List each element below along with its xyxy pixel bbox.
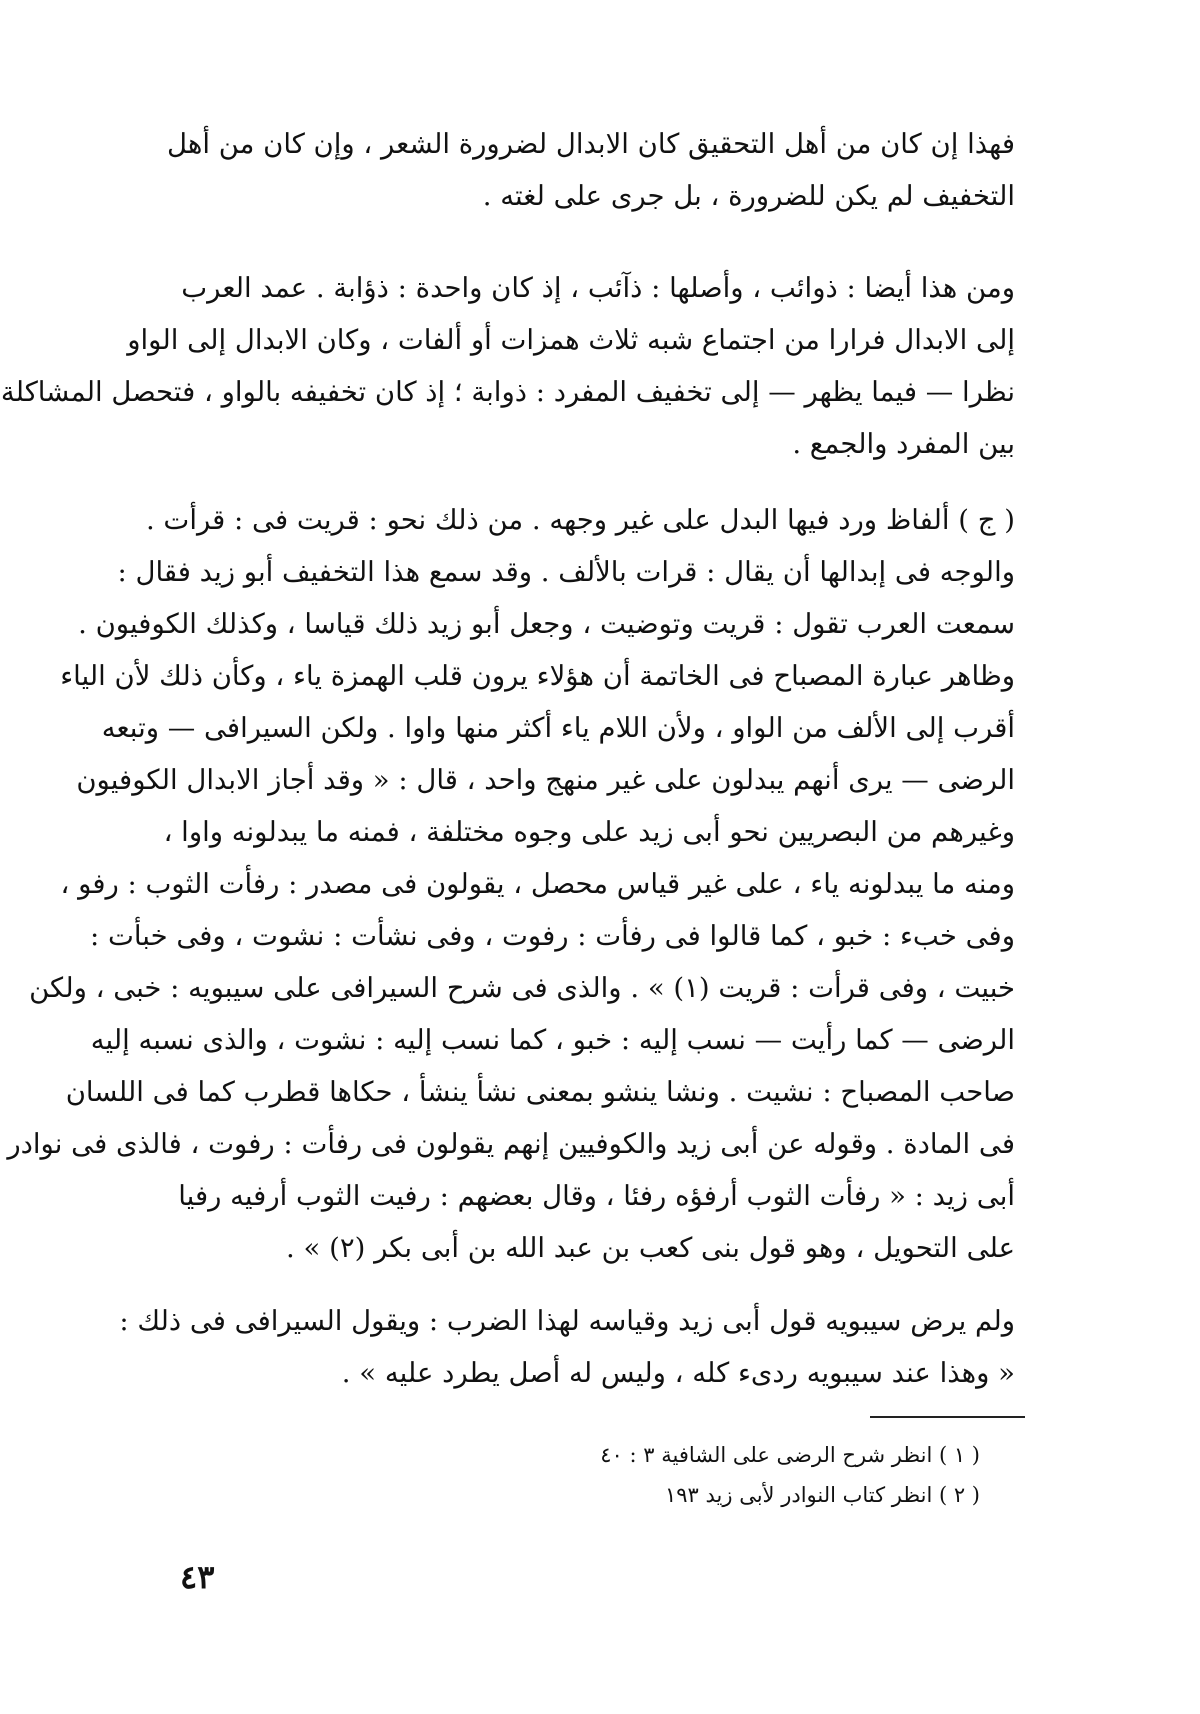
text-line: الرضى — يرى أنهم يبدلون على غير منهج واحد ، قال : « وقد أجاز الابدال الكوفيون [76, 764, 1015, 796]
text-line: ( ج ) ألفاظ ورد فيها البدل على غير وجهه . من ذلك نحو : قريت فى : قرأت . [145, 504, 1015, 536]
page-number: ٤٣ [180, 1558, 215, 1596]
text-line: بين المفرد والجمع . [792, 428, 1015, 460]
paragraph-1 [167, 118, 1015, 222]
text-line: وفى خبء : خبو ، كما قالوا فى رفأت : رفوت ، وفى نشأت : نشوت ، وفى خبأت : [90, 920, 1015, 952]
text-line: والوجه فى إبدالها أن يقال : قرات بالألف . وقد سمع هذا التخفيف أبو زيد فقال : [117, 556, 1015, 588]
text-line: أبى زيد : « رفأت الثوب أرفؤه رفئا ، وقال بعضهم : رفيت الثوب أرفيه رفيا [178, 1180, 1015, 1212]
paragraph-3 [7, 494, 1015, 1274]
text-line: فى المادة . وقوله عن أبى زيد والكوفيين إنهم يقولون فى رفأت : رفوت ، فالذى فى نوادر [7, 1128, 1015, 1160]
text-line: التخفيف لم يكن للضرورة ، بل جرى على لغته . [482, 180, 1015, 212]
footnote-1: ( ١ ) انظر شرح الرضى على الشافية ٣ : ٤٠ [600, 1443, 980, 1467]
text-line: ومن هذا أيضا : ذوائب ، وأصلها : ذآئب ، إذ كان واحدة : ذؤابة . عمد العرب [181, 272, 1015, 304]
footnotes [560, 1435, 980, 1515]
text-line: وغيرهم من البصريين نحو أبى زيد على وجوه مختلفة ، فمنه ما يبدلونه واوا ، [163, 816, 1015, 848]
footnote-divider [870, 1416, 1025, 1418]
text-line: فهذا إن كان من أهل التحقيق كان الابدال لضرورة الشعر ، وإن كان من أهل [167, 128, 1015, 160]
text-line: ولم يرض سيبويه قول أبى زيد وقياسه لهذا الضرب : ويقول السيرافى فى ذلك : [119, 1305, 1015, 1337]
paragraph-2 [0, 262, 1015, 470]
text-line: خبيت ، وفى قرأت : قريت (١) » . والذى فى شرح السيرافى على سيبويه : خبى ، ولكن [29, 972, 1015, 1004]
text-line: إلى الابدال فرارا من اجتماع شبه ثلاث همزات أو ألفات ، وكان الابدال إلى الواو [127, 324, 1015, 356]
text-line: سمعت العرب تقول : قريت وتوضيت ، وجعل أبو زيد ذلك قياسا ، وكذلك الكوفيون . [78, 608, 1015, 640]
text-line: ومنه ما يبدلونه ياء ، على غير قياس محصل ، يقولون فى مصدر : رفأت الثوب : رفو ، [60, 868, 1015, 900]
footnote-2: ( ٢ ) انظر كتاب النوادر لأبى زيد ١٩٣ [665, 1483, 980, 1507]
text-line: نظرا — فيما يظهر — إلى تخفيف المفرد : ذوابة ؛ إذ كان تخفيفه بالواو ، فتحصل المشاكلة [0, 376, 1015, 408]
text-line: صاحب المصباح : نشيت . ونشا ينشو بمعنى نشأ ينشأ ، حكاها قطرب كما فى اللسان [65, 1076, 1015, 1108]
text-line: وظاهر عبارة المصباح فى الخاتمة أن هؤلاء يرون قلب الهمزة ياء ، وكأن ذلك لأن الياء [60, 660, 1015, 692]
text-line: أقرب إلى الألف من الواو ، ولأن اللام ياء أكثر منها واوا . ولكن السيرافى — وتبعه [101, 712, 1015, 744]
text-line: على التحويل ، وهو قول بنى كعب بن عبد الله بن أبى بكر (٢) » . [286, 1232, 1015, 1264]
text-line: الرضى — كما رأيت — نسب إليه : خبو ، كما نسب إليه : نشوت ، والذى نسبه إليه [90, 1024, 1015, 1056]
paragraph-4 [119, 1295, 1015, 1399]
text-line: « وهذا عند سيبويه ردىء كله ، وليس له أصل يطرد عليه » . [341, 1357, 1015, 1389]
